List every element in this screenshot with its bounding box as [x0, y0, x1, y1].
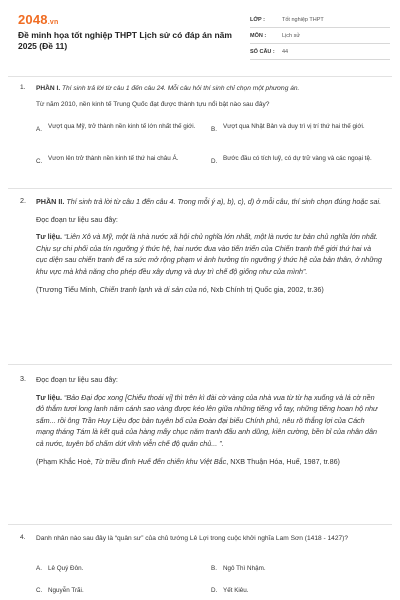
meta-row-subject: [250, 28, 390, 44]
intro-text: Đọc đoạn tư liệu sau đây:: [36, 375, 118, 384]
source-label: Tư liệu.: [36, 392, 62, 402]
citation-title: Từ triều đình Huế đến chiến khu Việt Bắc: [94, 456, 227, 466]
source-excerpt: [36, 392, 382, 450]
part-header: [36, 196, 382, 208]
option-label: C.: [36, 158, 43, 165]
question-body: [36, 84, 382, 110]
question-text: Danh nhân nào sau đây là “quân sư” của chủ tướng Lê Lợi trong cuộc khởi nghĩa Lam Sơn (1418 - 1427)?: [36, 535, 349, 542]
part-title: PHẦN I.: [36, 85, 61, 92]
meta-key: LỚP :: [250, 16, 265, 23]
meta-value: Tốt nghiệp THPT: [282, 16, 324, 23]
citation-title: Chiến tranh lạnh và di sản của nó: [99, 284, 207, 294]
option-label: B.: [211, 126, 217, 133]
logo-suffix: .vn: [47, 19, 59, 26]
citation-post: , NXB Thuận Hóa, Huế, 1987, tr.86): [226, 456, 340, 466]
option-label: D.: [211, 587, 218, 594]
option-text: Ngô Thì Nhậm.: [223, 565, 266, 572]
option-label: B.: [211, 565, 217, 572]
divider: [8, 76, 392, 77]
option-label: D.: [211, 158, 218, 165]
citation: [36, 284, 382, 296]
option-text: Lê Quý Đôn.: [48, 565, 84, 572]
question-number: 2.: [20, 196, 26, 205]
meta-value: Lịch sử: [282, 32, 301, 39]
part-instruction: Thí sinh trả lời từ câu 1 đến câu 24. Mỗi câu hỏi thí sinh chỉ chọn một phương án.: [62, 85, 300, 92]
part-instruction: Thí sinh trả lời từ câu 1 đến câu 4. Trong mỗi ý a), b), c), d) ở mỗi câu, thí sinh chọn đúng hoặc sai.: [66, 197, 382, 206]
option-text: Nguyễn Trãi.: [48, 587, 84, 594]
option-text: Vươn lên trở thành nền kinh tế thứ hai châu Á.: [48, 155, 179, 162]
option-text: Vượt qua Mỹ, trở thành nền kinh tế lớn nhất thế giới.: [48, 123, 196, 130]
meta-key: MÔN :: [250, 32, 267, 39]
option-text: Vượt qua Nhật Bản và duy trì vị trí thứ hai thế giới.: [223, 123, 365, 130]
source-text: “Liên Xô và Mỹ, một là nhà nước xã hội chủ nghĩa lớn nhất, một là nước tư bản chủ nghĩa lớn nhất. Chịu sự chi phối của tín ngưỡng ý thức hệ, hai nước đua vào tiến triển của Chiến tranh thế giới thứ hai và cục diện sau chiến tranh để ra sức mở rộng phạm vi ảnh hưởng tín ngưỡng ý thức hệ của bản thân, ở những khu vực mà khả năng cho phép đều xây dựng và duy trì chế độ giống như của mình”.: [36, 232, 382, 276]
citation: [36, 456, 382, 468]
page-header: [0, 0, 400, 64]
meta-row-class: [250, 12, 390, 28]
question-number: 4.: [20, 534, 26, 541]
question-text: Từ năm 2010, nền kinh tế Trung Quốc đạt được thành tựu nổi bật nào sau đây?: [36, 100, 270, 108]
meta-key: SỐ CÂU :: [250, 48, 275, 55]
question-3: [20, 374, 382, 514]
meta-value: 44: [282, 48, 289, 55]
source-label: Tư liệu.: [36, 232, 62, 242]
divider: [8, 364, 392, 365]
option-text: Yết Kiêu.: [223, 587, 249, 594]
citation-pre: (Trương Tiểu Minh,: [36, 284, 100, 294]
document-title: Đề minh họa tốt nghiệp THPT Lịch sử có đáp án năm 2025 (Đề 11): [18, 30, 232, 51]
divider: [8, 524, 392, 525]
option-text: Bước đầu có tích luỹ, có dự trữ vàng và các ngoại tệ.: [223, 155, 372, 162]
question-2: [20, 196, 382, 356]
part-title: PHẦN II.: [36, 197, 65, 206]
citation-pre: (Phạm Khắc Hoè,: [36, 456, 95, 466]
intro-text: Đọc đoạn tư liệu sau đây:: [36, 214, 118, 224]
part-header: [36, 84, 382, 95]
option-label: A.: [36, 126, 42, 133]
meta-table: [250, 12, 390, 60]
question-1: [20, 84, 382, 184]
divider: [8, 188, 392, 189]
option-label: C.: [36, 587, 43, 594]
option-label: A.: [36, 565, 42, 572]
question-body: [36, 374, 382, 467]
source-text: “Bảo Đại đọc xong [Chiếu thoái vị] thì trên kì đài cờ vàng của nhà vua từ từ hạ xuống và lá cờ nền đỏ thắm tươi long lanh năm cánh sao vàng được kéo lên giữa những tiếng vỗ tay, những tiếng hoan hộ như sấm... rồi ông Trần Huy Liệu đọc bản tuyên bố của Đoàn đại biểu Chính phủ, nêu rõ thắng lợi của Cách mạng tháng Tám là kết quả của hàng mấy chục năm tranh đấu anh dũng, kiên cường, bền bỉ của nhân dân cả nước, tuyên bố chấm dứt vĩnh viễn chế độ quân chủ... ”.: [36, 392, 378, 448]
source-excerpt: [36, 231, 382, 277]
site-logo[interactable]: [18, 12, 58, 27]
question-body: [36, 196, 382, 295]
citation-post: , Nxb Chính trị Quốc gia, 2002, tr.36): [206, 284, 324, 294]
question-4: [20, 534, 382, 600]
question-number: 1.: [20, 84, 26, 91]
logo-main: 2048: [18, 12, 48, 27]
question-number: 3.: [20, 374, 26, 383]
meta-row-count: [250, 44, 390, 60]
